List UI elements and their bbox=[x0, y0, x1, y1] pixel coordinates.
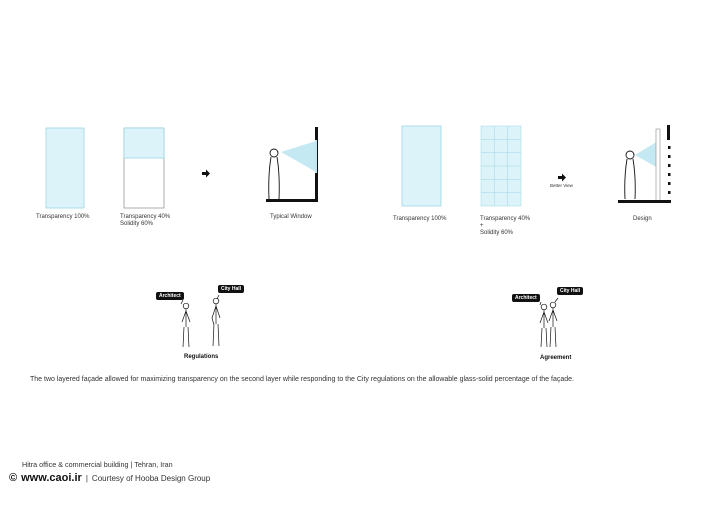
right-panel1-label: Transparency 100% bbox=[393, 216, 447, 222]
right-panel2-label-line2: Solidity 60% bbox=[480, 230, 514, 236]
agreement-people bbox=[540, 298, 558, 347]
design-label: Design bbox=[633, 216, 652, 222]
design-section bbox=[618, 125, 671, 203]
copyright-icon: © bbox=[9, 472, 18, 484]
glass-grid-panel bbox=[481, 126, 521, 206]
footer-credit-row bbox=[9, 472, 210, 484]
typical-window-label: Typical Window bbox=[270, 214, 312, 220]
regulations-title: Regulations bbox=[184, 354, 219, 360]
glass-panel-full bbox=[46, 128, 84, 208]
caption: The two layered façade allowed for maximizing transparency on the second layer while responding to the City regulations on the allowable glass-solid percentage of the façade. bbox=[30, 376, 574, 383]
architect-bubble-2: Architect bbox=[512, 294, 540, 302]
regulations-people bbox=[181, 295, 220, 347]
city-hall-bubble-2: City Hall bbox=[557, 287, 583, 295]
person-figure-icon-2 bbox=[625, 151, 636, 199]
city-hall-bubble: City Hall bbox=[218, 285, 244, 293]
right-panel2-label-plus: + bbox=[480, 223, 484, 229]
glass-solid-panel bbox=[124, 128, 164, 208]
panel2-label-line1: Transparency 40% bbox=[120, 214, 171, 220]
better-view-label: Better View bbox=[550, 183, 573, 188]
person-figure-icon bbox=[269, 149, 280, 199]
arrow-right-icon bbox=[202, 170, 210, 178]
credit-text: Courtesy of Hooba Design Group bbox=[91, 473, 211, 483]
typical-window-section bbox=[266, 127, 318, 202]
project-info: Hitra office & commercial building | Tehran, Iran bbox=[22, 460, 173, 469]
glass-panel-full-right bbox=[402, 126, 441, 206]
panel1-label: Transparency 100% bbox=[36, 214, 90, 220]
panel2-label-line2: Solidity 60% bbox=[120, 221, 154, 227]
right-panel2-label-line1: Transparency 40% bbox=[480, 216, 531, 222]
site-link[interactable]: www.caoi.ir bbox=[21, 472, 82, 484]
footer-separator: | bbox=[85, 473, 88, 483]
architect-bubble: Architect bbox=[156, 292, 184, 300]
agreement-title: Agreement bbox=[540, 355, 572, 361]
arrow-right-icon-2 bbox=[558, 174, 566, 182]
